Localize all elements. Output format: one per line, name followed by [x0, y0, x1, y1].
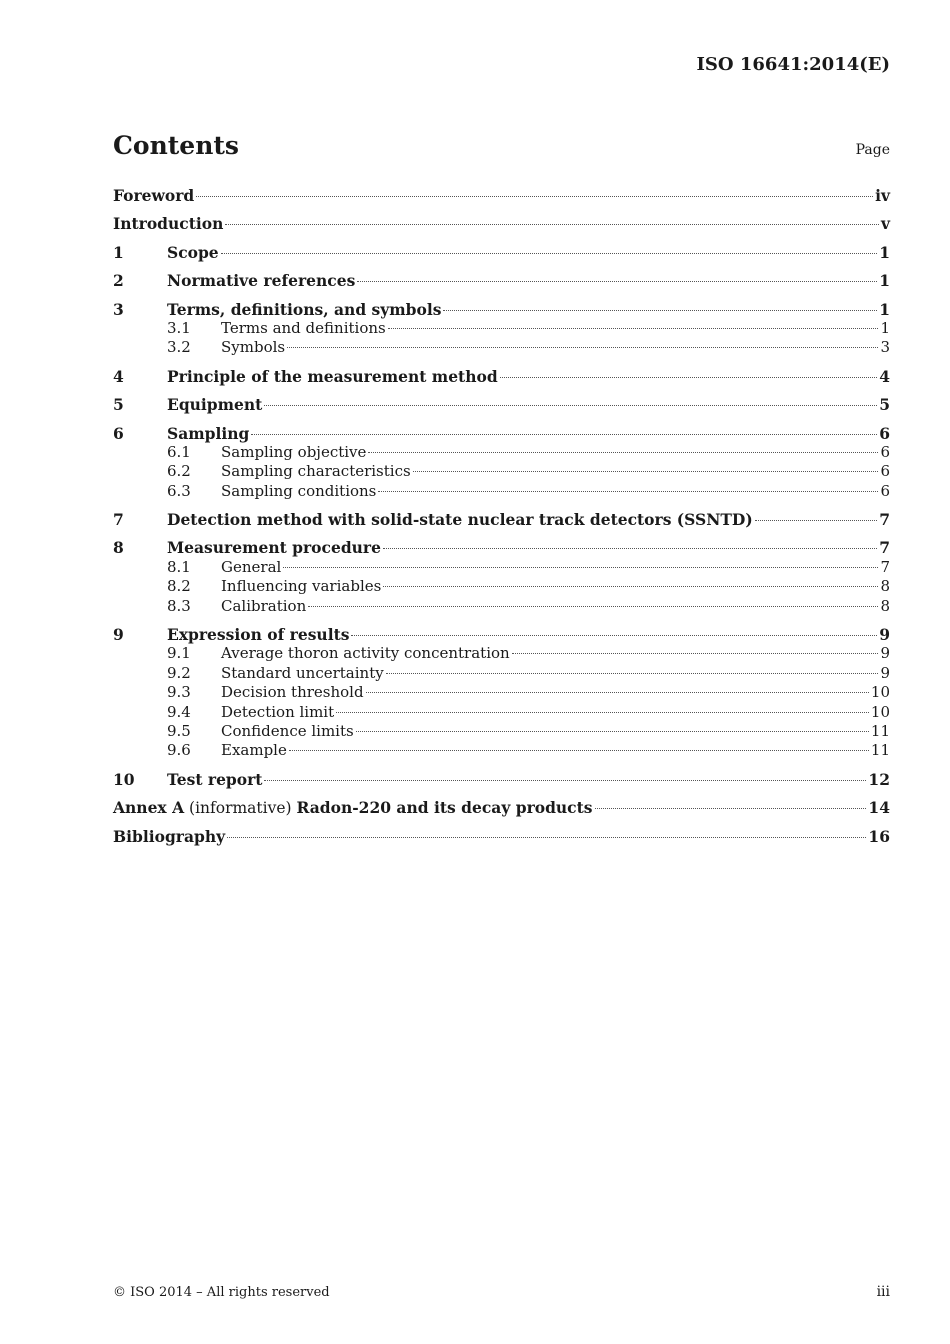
toc-entry-title [221, 741, 287, 760]
toc-entry-title-text: Sampling characteristics [221, 462, 411, 481]
dot-leader [336, 712, 869, 713]
toc-entry-number: 9.4 [167, 702, 191, 721]
toc-entry-title [113, 214, 223, 233]
toc-entry-title [221, 482, 376, 501]
toc-entry[interactable] [113, 625, 890, 644]
toc-entry-page: 1 [879, 299, 890, 319]
toc-entry-title [221, 319, 386, 338]
dot-leader [308, 606, 878, 607]
toc-entry[interactable] [113, 214, 890, 233]
dot-leader [383, 586, 878, 587]
toc-subentry[interactable] [113, 703, 890, 722]
toc-entry-title [221, 338, 285, 357]
toc-entry-title-text: Principle of the measurement method [167, 366, 498, 386]
toc-subentry[interactable] [113, 683, 890, 702]
toc-entry-page: 9 [879, 625, 890, 645]
toc-entry-number: 6.2 [167, 462, 191, 481]
toc-entry-number: 9.2 [167, 663, 191, 682]
toc-entry-number: 6 [113, 423, 124, 443]
toc-entry-title-text: Normative references [167, 271, 356, 291]
page-column-label: Page [855, 142, 890, 158]
toc-entry-page: 1 [880, 318, 890, 337]
toc-entry-number: 9.6 [167, 741, 191, 760]
toc-entry-annex-title: Radon-220 and its decay products [296, 798, 593, 818]
toc-entry-title-text: Scope [167, 242, 219, 262]
dot-leader [512, 653, 879, 654]
toc-subentry[interactable] [113, 577, 890, 596]
toc-entry-page: v [880, 214, 890, 234]
dot-leader [357, 281, 877, 282]
toc-entry-page: 8 [880, 596, 890, 615]
toc-entry-title [113, 186, 194, 205]
toc-entry-title [113, 827, 225, 846]
toc-entry-title-text: Detection method with solid-state nuclear track detectors (SSNTD) [167, 510, 753, 530]
toc-entry-title-text: Introduction [113, 214, 224, 234]
toc-entry-title [167, 625, 349, 644]
toc-entry[interactable] [113, 510, 890, 529]
toc-entry-title [167, 271, 355, 290]
dot-leader [264, 780, 866, 781]
toc-entry-title [167, 243, 219, 262]
toc-entry-number: 4 [113, 366, 124, 386]
dot-leader [386, 673, 879, 674]
toc-entry-page: 5 [879, 395, 890, 415]
toc-entry-page: 16 [868, 826, 890, 846]
toc-entry-title [221, 703, 334, 722]
toc-subentry[interactable] [113, 597, 890, 616]
toc-entry-title [167, 510, 753, 529]
toc-entry-number: 9.5 [167, 721, 191, 740]
toc-entry-title-text: Symbols [221, 338, 286, 357]
toc-entry-page: 1 [879, 242, 890, 262]
toc-entry-title-text: Foreword [113, 186, 195, 205]
toc-entry-page: 6 [880, 462, 890, 481]
toc-entry-page: 14 [868, 798, 890, 818]
toc-entry-page: 3 [880, 338, 890, 357]
toc-entry-number: 3.2 [167, 338, 191, 357]
toc-entry-title-text: Sampling objective [221, 442, 367, 461]
dot-leader [287, 347, 878, 348]
toc-entry-number: 7 [113, 510, 124, 530]
toc-entry-number: 9 [113, 625, 124, 645]
toc-entry-title-text: Confidence limits [221, 721, 354, 740]
toc-entry-page: 11 [870, 741, 890, 760]
table-of-contents [113, 186, 890, 846]
toc-entry-title [167, 367, 498, 386]
toc-entry-title [167, 395, 262, 414]
toc-entry-title-text: Decision threshold [221, 683, 364, 702]
toc-entry-title-text: Measurement procedure [167, 538, 381, 558]
toc-entry-page: 9 [880, 644, 890, 663]
toc-entry[interactable] [113, 770, 890, 789]
toc-entry-title [221, 683, 364, 702]
toc-entry-title-text: Test report [167, 769, 263, 789]
toc-entry-title [167, 538, 381, 557]
toc-entry[interactable] [113, 243, 890, 262]
dot-leader [356, 731, 869, 732]
dot-leader [413, 471, 879, 472]
dot-leader [755, 520, 878, 521]
dot-leader [221, 253, 878, 254]
toc-entry-number: 8 [113, 538, 124, 558]
toc-entry-title-text: Sampling [167, 423, 250, 443]
toc-entry-title-text: Equipment [167, 395, 263, 415]
toc-entry-title [221, 462, 411, 481]
toc-entry[interactable] [113, 367, 890, 386]
dot-leader [383, 548, 877, 549]
dot-leader [378, 491, 878, 492]
dot-leader [289, 750, 869, 751]
toc-entry-title [221, 644, 510, 663]
toc-entry-title-text: Bibliography [113, 826, 226, 846]
toc-entry-number: 3.1 [167, 318, 191, 337]
dot-leader [264, 405, 877, 406]
toc-subentry[interactable] [113, 558, 890, 577]
toc-entry-title-text: Terms, definitions, and symbols [167, 299, 442, 319]
toc-entry-number: 9.1 [167, 644, 191, 663]
toc-entry-annex-qualifier: (informative) [184, 799, 297, 818]
toc-entry-page: 10 [870, 683, 890, 702]
toc-entry-title [221, 597, 306, 616]
toc-entry-number: 1 [113, 242, 124, 262]
toc-subentry[interactable] [113, 482, 890, 501]
toc-entry-page: 11 [870, 721, 890, 740]
toc-subentry[interactable] [113, 741, 890, 760]
toc-entry-title-text: Sampling conditions [221, 481, 377, 500]
dot-leader [227, 837, 866, 838]
toc-entry[interactable] [113, 300, 890, 319]
toc-subentry[interactable] [113, 722, 890, 741]
toc-entry-page: 12 [868, 769, 890, 789]
dot-leader [388, 328, 879, 329]
toc-subentry[interactable] [113, 644, 890, 663]
toc-entry[interactable] [113, 424, 890, 443]
dot-leader [251, 434, 877, 435]
toc-entry-title-text: General [221, 557, 282, 576]
toc-entry-page: 6 [880, 442, 890, 461]
toc-entry-number: 8.1 [167, 557, 191, 576]
toc-entry-title-text: Influencing variables [221, 577, 382, 596]
toc-entry-number: 5 [113, 395, 124, 415]
toc-entry-page: iv [875, 186, 890, 205]
toc-entry-title [167, 770, 262, 789]
toc-entry-number: 9.3 [167, 683, 191, 702]
toc-entry[interactable] [113, 395, 890, 414]
toc-entry-title-text: Average thoron activity concentration [221, 644, 510, 663]
toc-subentry[interactable] [113, 443, 890, 462]
toc-entry-title-text: Expression of results [167, 625, 350, 645]
toc-entry-page: 9 [880, 663, 890, 682]
toc-entry-title [221, 722, 354, 741]
toc-entry-title-text: Annex A [113, 798, 185, 818]
dot-leader [368, 452, 878, 453]
toc-entry-title-text: Terms and definitions [221, 318, 386, 337]
page-number: iii [876, 1284, 890, 1300]
toc-entry[interactable] [113, 827, 890, 846]
toc-entry[interactable] [113, 538, 890, 557]
copyright-notice: © ISO 2014 – All rights reserved [113, 1285, 330, 1300]
toc-entry-number: 10 [113, 769, 135, 789]
toc-entry-page: 7 [880, 557, 890, 576]
dot-leader [283, 567, 878, 568]
toc-entry-title-text: Example [221, 741, 287, 760]
document-id: ISO 16641:2014(E) [696, 54, 890, 75]
dot-leader [196, 196, 873, 197]
dot-leader [366, 692, 869, 693]
toc-entry-title-text: Calibration [221, 596, 307, 615]
toc-entry-title [221, 577, 381, 596]
dot-leader [500, 377, 878, 378]
toc-entry-number: 6.1 [167, 442, 191, 461]
dot-leader [351, 635, 877, 636]
toc-entry-number: 6.3 [167, 481, 191, 500]
toc-subentry[interactable] [113, 319, 890, 338]
toc-entry-title [221, 664, 384, 683]
dot-leader [443, 310, 877, 311]
toc-entry[interactable] [113, 186, 890, 205]
toc-entry-number: 8.2 [167, 577, 191, 596]
toc-entry-number: 3 [113, 299, 124, 319]
toc-entry-title [221, 558, 281, 577]
toc-entry-title-text: Standard uncertainty [221, 663, 384, 682]
toc-entry-title [167, 300, 441, 319]
toc-subentry[interactable] [113, 664, 890, 683]
toc-entry[interactable] [113, 271, 890, 290]
dot-leader [225, 224, 879, 225]
toc-entry-page: 1 [879, 271, 890, 291]
toc-entry-page: 6 [880, 481, 890, 500]
toc-entry-title [167, 424, 249, 443]
toc-entry-page: 4 [879, 366, 890, 386]
dot-leader [595, 808, 867, 809]
toc-entry-number: 2 [113, 271, 124, 291]
contents-heading: Contents [113, 131, 240, 160]
toc-entry-page: 7 [879, 538, 890, 558]
toc-subentry[interactable] [113, 462, 890, 481]
toc-subentry[interactable] [113, 338, 890, 357]
toc-entry[interactable] [113, 798, 890, 817]
toc-entry-page: 7 [879, 510, 890, 530]
toc-entry-number: 8.3 [167, 596, 191, 615]
toc-entry-page: 6 [879, 423, 890, 443]
toc-entry-title [221, 443, 366, 462]
toc-entry-page: 10 [870, 702, 890, 721]
toc-entry-title-text: Detection limit [221, 702, 335, 721]
toc-entry-title [113, 798, 593, 818]
toc-entry-page: 8 [880, 577, 890, 596]
